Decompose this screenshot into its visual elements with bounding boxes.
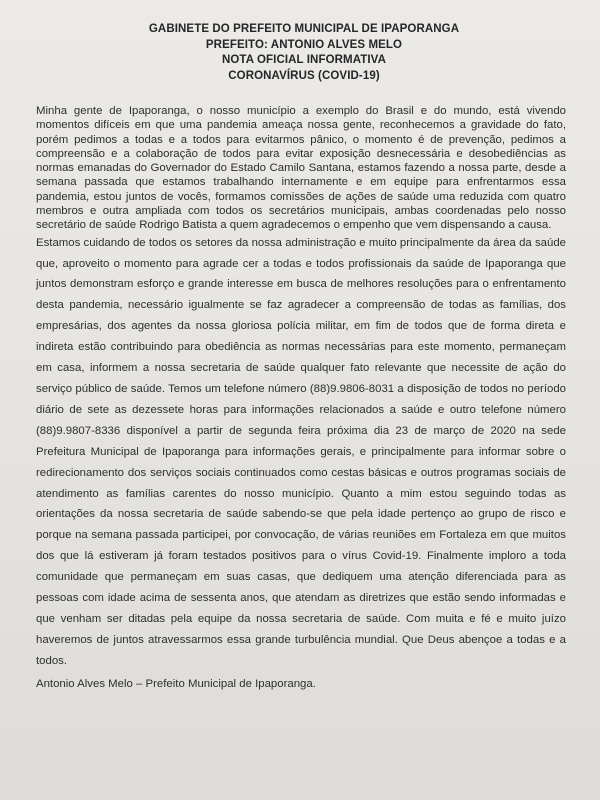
body-paragraph-1: Minha gente de Ipaporanga, o nosso município a exemplo do Brasil e do mundo, está vivendo momentos difíceis em que uma pandemia ameaça nossa gente, reconhecemos a gravidade do fato, porém pedimos a todas e a todos para evitarmos pânico, o momento é de prevenção, pedimos a compreensão e a colaboração de todos para evitar exposição desnecessária e desobediências as normas emanadas do Governador do Estado Camilo Santana, estamos fazendo a nossa parte, desde a semana passada que estamos trabalhando internamente e em equipe para enfrentarmos essa pandemia, estou juntos de vocês, formamos comissões de ações de saúde uma reduzida com quatro membros e outra ampliada com todos os secretários municipais, ambas coordenadas pelo nosso secretário de saúde Rodrigo Batista a quem agradecemos o empenho que vem dispensando a causa. bbox=[36, 105, 566, 232]
document-header bbox=[42, 22, 566, 84]
header-note-title: NOTA OFICIAL INFORMATIVA bbox=[221, 54, 387, 66]
header-subject: CORONAVÍRUS (COVID-19) bbox=[228, 69, 380, 82]
signature-line: Antonio Alves Melo – Prefeito Municipal de Ipaporanga. bbox=[36, 677, 316, 690]
header-mayor-name: PREFEITO: ANTONIO ALVES MELO bbox=[205, 38, 403, 51]
body-paragraph-2: Estamos cuidando de todos os setores da nossa administração e muito principalmente da área da saúde que, aproveito o momento para agrade cer a todas e todos profissionais da saúde de Ipaporanga que juntos demonstram esforço e grande interesse em busca de melhores resoluções para o enfrentamento desta pandemia, necessário igualmente se faz agradecer a compreensão de todas as famílias, dos empresárias, dos agentes da nossa gloriosa polícia militar, em fim de todos que de forma direta e indireta estão contribuindo para obediência as normas necessárias para este momento, permaneçam em casa, informem a nossa secretaria de saúde qualquer fato relevante que necessite de ação do serviço público de saúde. Temos um telefone número (88)9.9806-8031 a disposição de todos no período diário de sete as dezessete horas para informações relacionados a saúde e outro telefone número (88)9.9807-8336 disponível a partir de segunda feira próxima dia 23 de março de 2020 na sede Prefeitura Municipal de Ipaporanga para informações gerais, e principalmente para informar sobre o redirecionamento dos serviços sociais continuados como cestas básicas e outros programas sociais de atendimento as famílias carentes do nosso município. Quanto a mim estou seguindo todas as orientações da nossa secretaria de saúde sabendo-se que pela idade pertenço ao grupo de risco e porque na semana passada participei, por convocação, de várias reuniões em Fortaleza em que muitos dos que lá estiveram já foram testados positivos para o vírus Covid-19. Finalmente imploro a toda comunidade que permaneçam em suas casas, que dediquem uma atenção diferenciada para as pessoas com idade acima de sessenta anos, que atendam as diretrizes que estão sendo informadas e que venham ser ditadas pela equipe da nossa secretaria de saúde. Com muita e fé e muito juízo haveremos de juntos atravessarmos essa grande turbulência mundial. Que Deus abençoe a todas e a todos. bbox=[36, 236, 566, 667]
header-office-title: GABINETE DO PREFEITO MUNICIPAL DE IPAPORANGA bbox=[148, 23, 460, 35]
document-body bbox=[36, 104, 566, 695]
